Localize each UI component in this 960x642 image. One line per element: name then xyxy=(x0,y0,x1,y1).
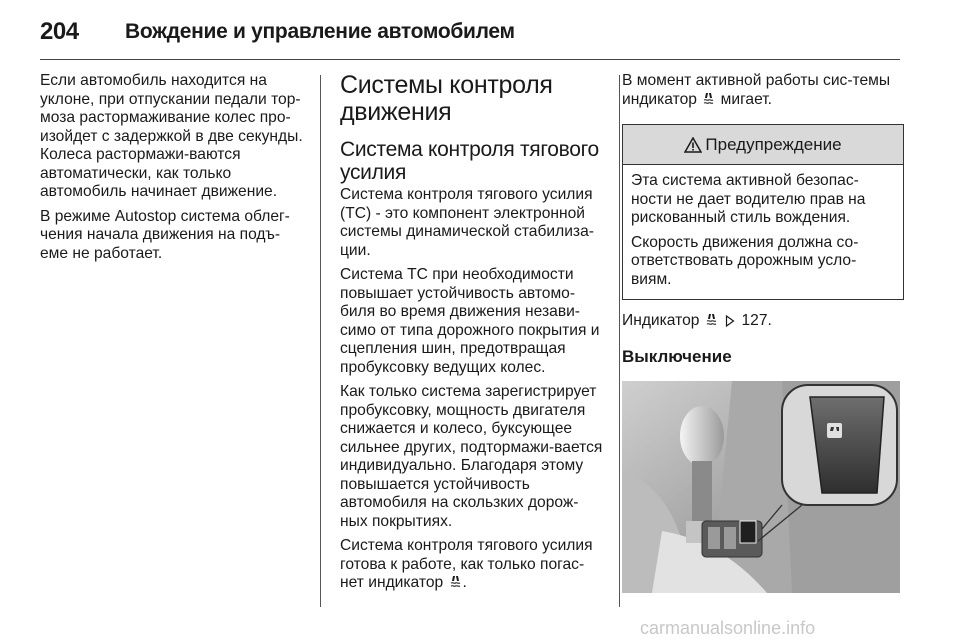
subheading: Выключение xyxy=(622,346,732,366)
traction-control-icon xyxy=(706,313,717,333)
column-1 xyxy=(40,72,308,269)
paragraph: Как только система зарегистрирует пробуксовку, мощность двигателя снижается и колесо, буксующее сильнее других, подтормажи-вается индивидуально. Благодаря этому повышается устойчивость автомобиля на скользких дорож-ных покрытиях. xyxy=(340,383,603,530)
warning-paragraph: Эта система активной безопас-ности не дает водителю прав на рискованный стиль вождения. xyxy=(631,172,866,226)
paragraph-end: мигает. xyxy=(720,90,772,108)
traction-control-icon xyxy=(450,575,461,595)
watermark: carmanualsonline.info xyxy=(640,618,816,638)
header-rule xyxy=(40,59,900,60)
page-reference-icon[interactable] xyxy=(725,314,735,333)
indicator-label: Индикатор xyxy=(622,312,700,329)
warning-header xyxy=(623,125,903,165)
column-2 xyxy=(340,72,605,601)
column-divider-left xyxy=(320,75,321,607)
warning-body xyxy=(623,165,903,299)
paragraph: Если автомобиль находится на уклоне, при отпускании педали тор-моза растормаживание колес про-изойдет с задержкой в две секунды. Колеса растормажи-ваются автоматически, как только автомобиль начинает движение. xyxy=(40,72,303,200)
paragraph xyxy=(340,537,605,595)
console-button-photo xyxy=(622,381,900,593)
page-header xyxy=(40,14,900,54)
paragraph-text: В момент активной работы сис-темы индикатор xyxy=(622,72,891,108)
running-title: Вождение и управление автомобилем xyxy=(125,20,515,43)
indicator-page[interactable]: 127. xyxy=(741,312,772,329)
paragraph: В режиме Autostop система облег-чения начала движения на подъ-еме не работает. xyxy=(40,207,290,262)
warning-triangle-icon xyxy=(684,137,702,153)
paragraph-end: . xyxy=(462,574,467,591)
paragraph: Система ТС при необходимости повышает устойчивость автомо-биля во время движения незави-симо от типа дорожного покрытия и сцепления шин, предотвращая пробуксовку ведущих колес. xyxy=(340,266,600,376)
warning-box xyxy=(622,124,904,300)
page-number: 204 xyxy=(40,18,79,45)
column-divider-right xyxy=(619,75,620,607)
warning-title: Предупреждение xyxy=(705,134,842,154)
column-3 xyxy=(622,72,902,593)
section-title: Системы контроля движения xyxy=(340,71,553,126)
paragraph: Система контроля тягового усилия (ТС) - это компонент электронной системы динамической стабилиза-ции. xyxy=(340,186,594,259)
traction-control-icon xyxy=(703,92,714,112)
paragraph-text: Система контроля тягового усилия готова к работе, как только погас-нет индикатор xyxy=(340,537,593,591)
indicator-reference xyxy=(622,312,902,333)
warning-paragraph: Скорость движения должна со-ответствовать дорожным усло-виям. xyxy=(631,233,859,288)
subsection-title: Система контроля тягового усилия xyxy=(340,138,599,184)
paragraph xyxy=(622,72,902,111)
